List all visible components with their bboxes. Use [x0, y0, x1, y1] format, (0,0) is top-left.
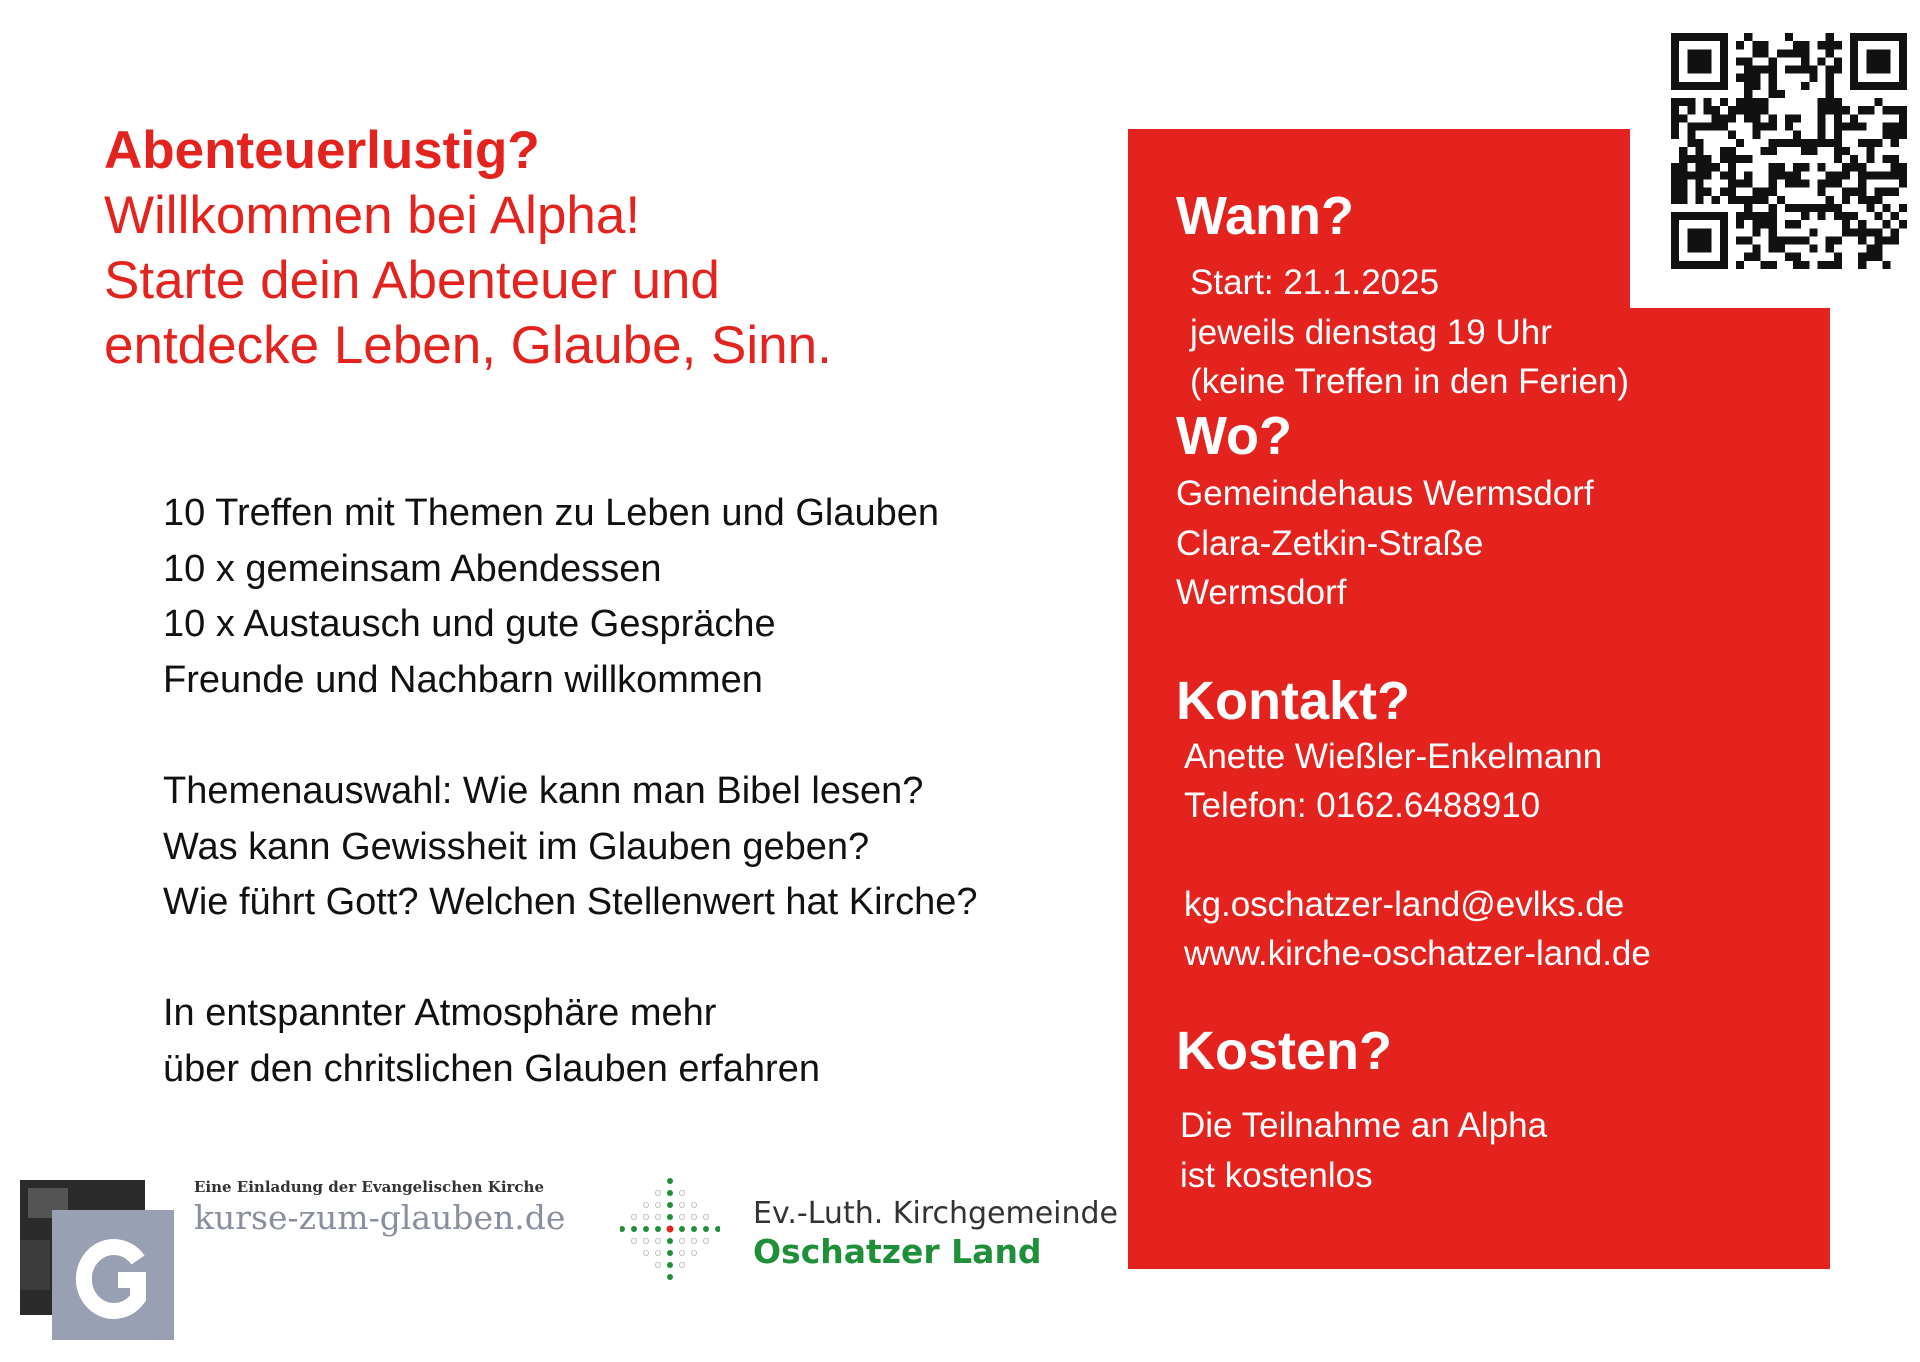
body-line: Was kann Gewissheit im Glauben geben?: [163, 825, 870, 868]
contact-heading: Kontakt?: [1176, 671, 1410, 731]
parish-line-1: Ev.-Luth. Kirchgemeinde: [753, 1196, 1119, 1231]
body-text: [163, 486, 1093, 1098]
qr-code-icon[interactable]: [1671, 33, 1907, 269]
kzg-tagline: Eine Einladung der Evangelischen Kirche: [194, 1178, 545, 1196]
contact-website-link[interactable]: www.kirche-oschatzer-land.de: [1184, 934, 1651, 973]
contact-name: Anette Wießler-Enkelmann: [1184, 737, 1603, 776]
headline-line-4: entdecke Leben, Glaube, Sinn.: [104, 316, 832, 375]
body-line: Wie führt Gott? Welchen Stellenwert hat Kirche?: [163, 881, 978, 924]
when-line: Start: 21.1.2025: [1190, 263, 1440, 302]
parish-line-2: Oschatzer Land: [753, 1232, 1042, 1271]
body-line: 10 x Austausch und gute Gespräche: [163, 603, 776, 646]
headline: [104, 118, 1104, 378]
body-line: 10 x gemeinsam Abendessen: [163, 547, 662, 590]
headline-line-1: Abenteuerlustig?: [104, 121, 540, 180]
where-heading: Wo?: [1176, 406, 1292, 466]
contact-phone: Telefon: 0162.6488910: [1184, 786, 1541, 825]
topics-paragraph: [163, 764, 1093, 931]
body-line: In entspannter Atmosphäre mehr: [163, 992, 717, 1035]
cost-line: ist kostenlos: [1180, 1156, 1373, 1195]
body-line: Freunde und Nachbarn willkommen: [163, 658, 763, 701]
headline-line-2: Willkommen bei Alpha!: [104, 186, 641, 245]
features-paragraph: [163, 486, 1093, 708]
where-line: Gemeindehaus Wermsdorf: [1176, 474, 1594, 513]
cost-heading: Kosten?: [1176, 1021, 1392, 1081]
dotted-cross-logo-icon: [620, 1172, 720, 1290]
contact-email-link[interactable]: kg.oschatzer-land@evlks.de: [1184, 885, 1625, 924]
when-line: jeweils dienstag 19 Uhr: [1190, 313, 1552, 352]
body-line: 10 Treffen mit Themen zu Leben und Glauben: [163, 492, 940, 534]
when-line: (keine Treffen in den Ferien): [1190, 362, 1630, 401]
where-line: Wermsdorf: [1176, 573, 1347, 612]
headline-line-3: Starte dein Abenteuer und: [104, 251, 720, 310]
cost-line: Die Teilnahme an Alpha: [1180, 1106, 1548, 1145]
when-heading: Wann?: [1176, 186, 1354, 246]
kzg-domain-link[interactable]: kurse-zum-glauben.de: [194, 1198, 566, 1237]
atmosphere-paragraph: [163, 986, 1093, 1097]
body-line: über den chritslichen Glauben erfahren: [163, 1047, 820, 1090]
g-logo-icon: [20, 1180, 175, 1340]
where-line: Clara-Zetkin-Straße: [1176, 524, 1484, 563]
body-line: Themenauswahl: Wie kann man Bibel lesen?: [163, 769, 924, 812]
